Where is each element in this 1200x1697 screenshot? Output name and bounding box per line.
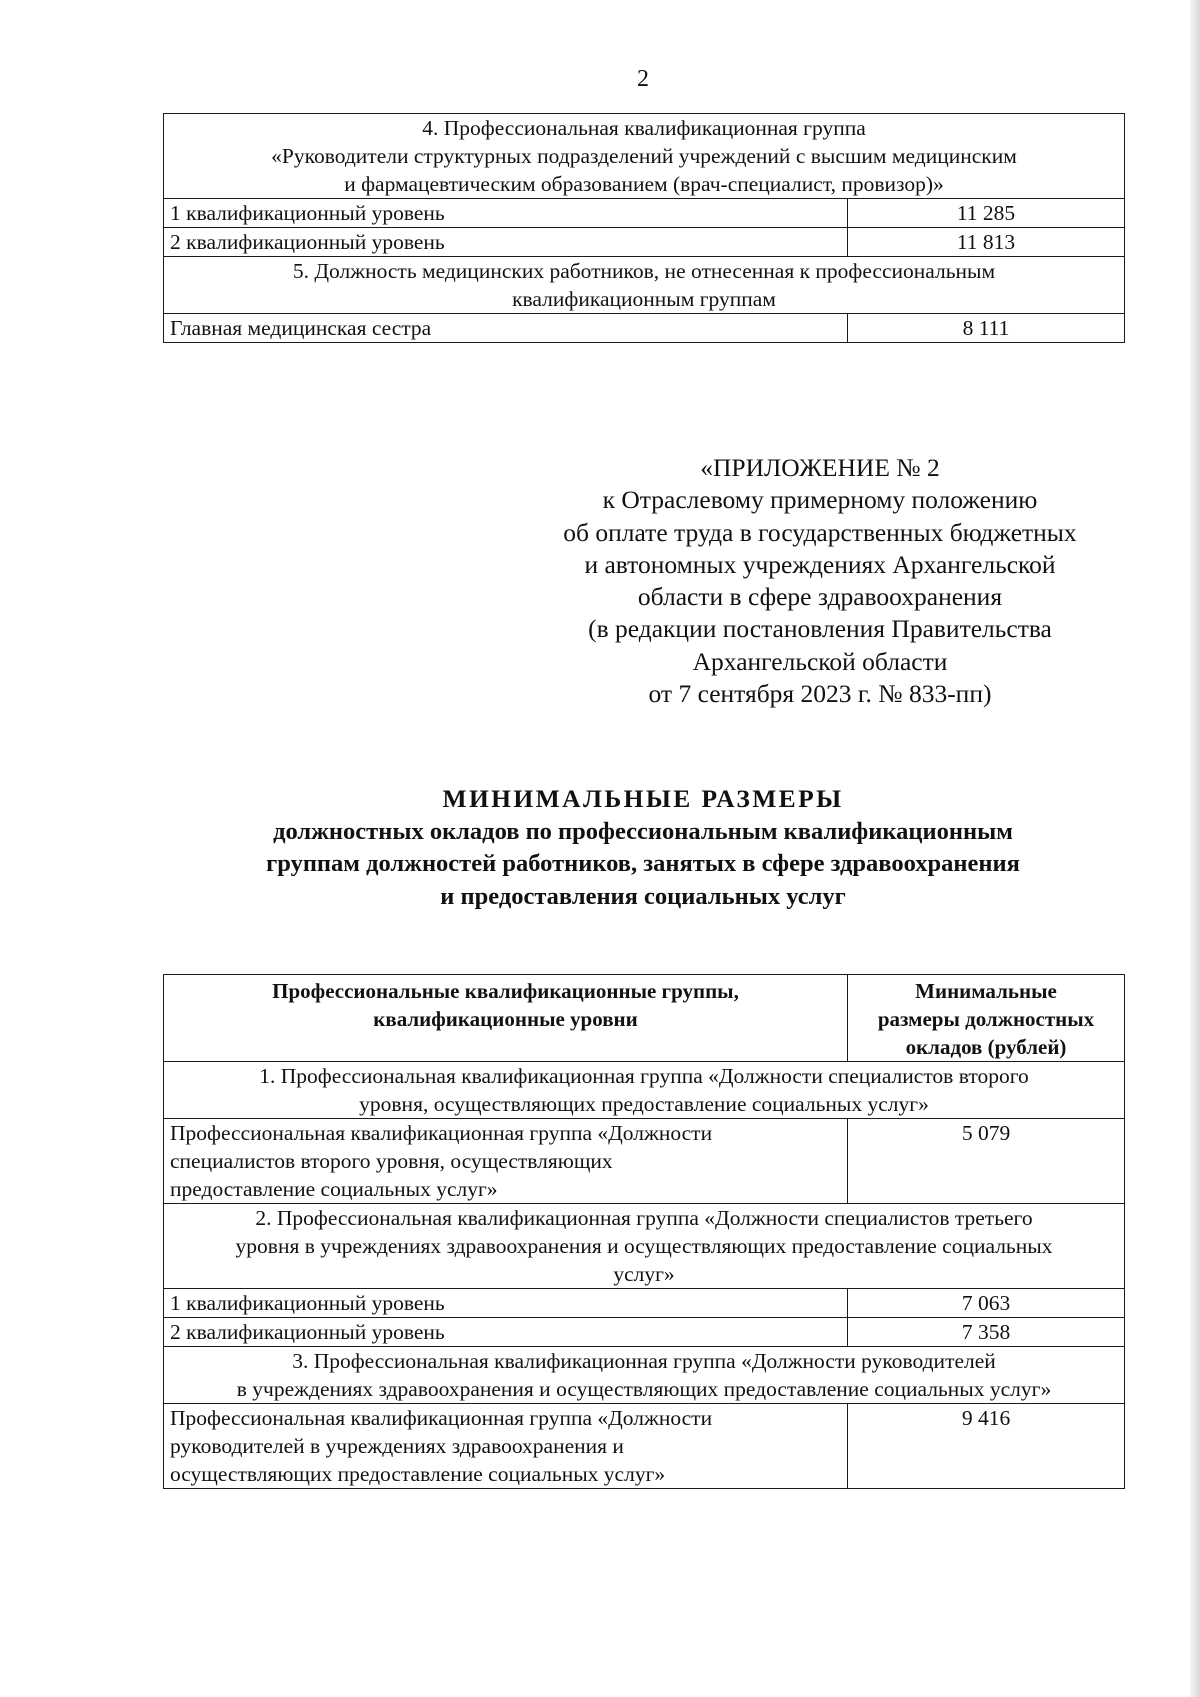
heading-subtitle-line: группам должностей работников, занятых в сфере здравоохранения xyxy=(266,850,1020,877)
section-title-cell xyxy=(164,1062,1125,1119)
appendix-line: «ПРИЛОЖЕНИЕ № 2 xyxy=(700,453,940,482)
header-cell-groups xyxy=(164,975,848,1062)
salary-table-continued-body xyxy=(164,114,1125,343)
position-label-line: предоставление социальных услуг» xyxy=(170,1177,498,1201)
table-section-row xyxy=(164,1204,1125,1289)
header-line: окладов (рублей) xyxy=(905,1035,1067,1059)
position-label-cell xyxy=(164,228,848,257)
document-heading xyxy=(0,783,1200,913)
section-title-line: и фармацевтическим образованием (врач-специалист, провизор)» xyxy=(344,172,944,196)
salary-value-cell: 5 079 xyxy=(848,1119,1125,1204)
header-line: квалификационные уровни xyxy=(373,1007,638,1031)
position-label-line: специалистов второго уровня, осуществляющих xyxy=(170,1149,613,1173)
section-title-line: в учреждениях здравоохранения и осуществляющих предоставление социальных услуг» xyxy=(236,1377,1052,1401)
header-cell-min-salary xyxy=(848,975,1125,1062)
section-title-cell xyxy=(164,257,1125,314)
salary-table-main-body xyxy=(164,1062,1125,1489)
table-section-row xyxy=(164,1062,1125,1119)
table-section-row xyxy=(164,1347,1125,1404)
section-title-line: уровня в учреждениях здравоохранения и осуществляющих предоставление социальных xyxy=(235,1234,1053,1258)
position-label-line: Профессиональная квалификационная группа «Должности xyxy=(170,1121,713,1145)
section-title-cell xyxy=(164,1347,1125,1404)
salary-value-cell: 7 358 xyxy=(848,1318,1125,1347)
position-label-line: осуществляющих предоставление социальных услуг» xyxy=(170,1462,666,1486)
appendix-line: (в редакции постановления Правительства xyxy=(588,614,1052,644)
salary-table-continued xyxy=(163,113,1125,343)
section-title-line: квалификационным группам xyxy=(512,287,776,311)
section-title-line: «Руководители структурных подразделений учреждений с высшим медицинским xyxy=(271,144,1017,168)
heading-title: МИНИМАЛЬНЫЕ РАЗМЕРЫ xyxy=(442,784,844,813)
section-title-cell xyxy=(164,114,1125,199)
table-row xyxy=(164,199,1125,228)
appendix-line: от 7 сентября 2023 г. № 833-пп) xyxy=(648,679,992,709)
heading-subtitle-line: должностных окладов по профессиональным квалификационным xyxy=(273,817,1013,845)
section-title-line: 5. Должность медицинских работников, не отнесенная к профессиональным xyxy=(292,259,996,283)
appendix-line: к Отраслевому примерному положению xyxy=(602,485,1038,515)
salary-value-cell: 8 111 xyxy=(848,314,1125,343)
table-section-row xyxy=(164,114,1125,199)
position-label-cell xyxy=(164,1404,848,1489)
header-line: Минимальные xyxy=(915,979,1057,1003)
salary-value-cell: 11 813 xyxy=(848,228,1125,257)
position-label-cell xyxy=(164,314,848,343)
appendix-line: Архангельской области xyxy=(692,646,948,676)
section-title-line: 3. Профессиональная квалификационная группа «Должности руководителей xyxy=(292,1349,996,1373)
position-label-line: 2 квалификационный уровень xyxy=(170,1320,445,1344)
header-line: размеры должностных xyxy=(877,1007,1095,1031)
table-row xyxy=(164,1119,1125,1204)
salary-value-cell: 9 416 xyxy=(848,1404,1125,1489)
appendix-block xyxy=(510,452,1130,710)
table-row xyxy=(164,1318,1125,1347)
section-title-line: 2. Профессиональная квалификационная группа «Должности специалистов третьего xyxy=(255,1206,1033,1230)
position-label-cell xyxy=(164,1318,848,1347)
appendix-line: и автономных учреждениях Архангельской xyxy=(584,549,1056,579)
position-label-cell xyxy=(164,1289,848,1318)
position-label-line: 1 квалификационный уровень xyxy=(170,1291,445,1315)
position-label-line: Профессиональная квалификационная группа «Должности xyxy=(170,1406,713,1430)
table-header-row xyxy=(164,975,1125,1062)
table-row xyxy=(164,1289,1125,1318)
page-number: 2 xyxy=(637,66,649,92)
section-title-line: 4. Профессиональная квалификационная группа xyxy=(422,116,866,140)
position-label-line: 1 квалификационный уровень xyxy=(170,201,445,225)
table-row xyxy=(164,314,1125,343)
appendix-line: об оплате труда в государственных бюджетных xyxy=(563,517,1077,547)
heading-subtitle-line: и предоставления социальных услуг xyxy=(440,882,846,910)
position-label-cell xyxy=(164,1119,848,1204)
section-title-line: уровня, осуществляющих предоставление социальных услуг» xyxy=(359,1092,929,1116)
salary-value-cell: 7 063 xyxy=(848,1289,1125,1318)
table-row xyxy=(164,228,1125,257)
position-label-cell xyxy=(164,199,848,228)
table-row xyxy=(164,1404,1125,1489)
appendix-line: области в сфере здравоохранения xyxy=(637,582,1003,612)
section-title-line: услуг» xyxy=(613,1262,675,1286)
section-title-line: 1. Профессиональная квалификационная группа «Должности специалистов второго xyxy=(259,1064,1029,1088)
section-title-cell xyxy=(164,1204,1125,1289)
position-label-line: Главная медицинская сестра xyxy=(170,316,432,340)
salary-table-main-header xyxy=(164,975,1125,1062)
salary-table-main xyxy=(163,974,1125,1489)
salary-value-cell: 11 285 xyxy=(848,199,1125,228)
position-label-line: 2 квалификационный уровень xyxy=(170,230,445,254)
table-section-row xyxy=(164,257,1125,314)
header-line: Профессиональные квалификационные группы, xyxy=(272,979,739,1003)
position-label-line: руководителей в учреждениях здравоохранения и xyxy=(170,1434,624,1458)
